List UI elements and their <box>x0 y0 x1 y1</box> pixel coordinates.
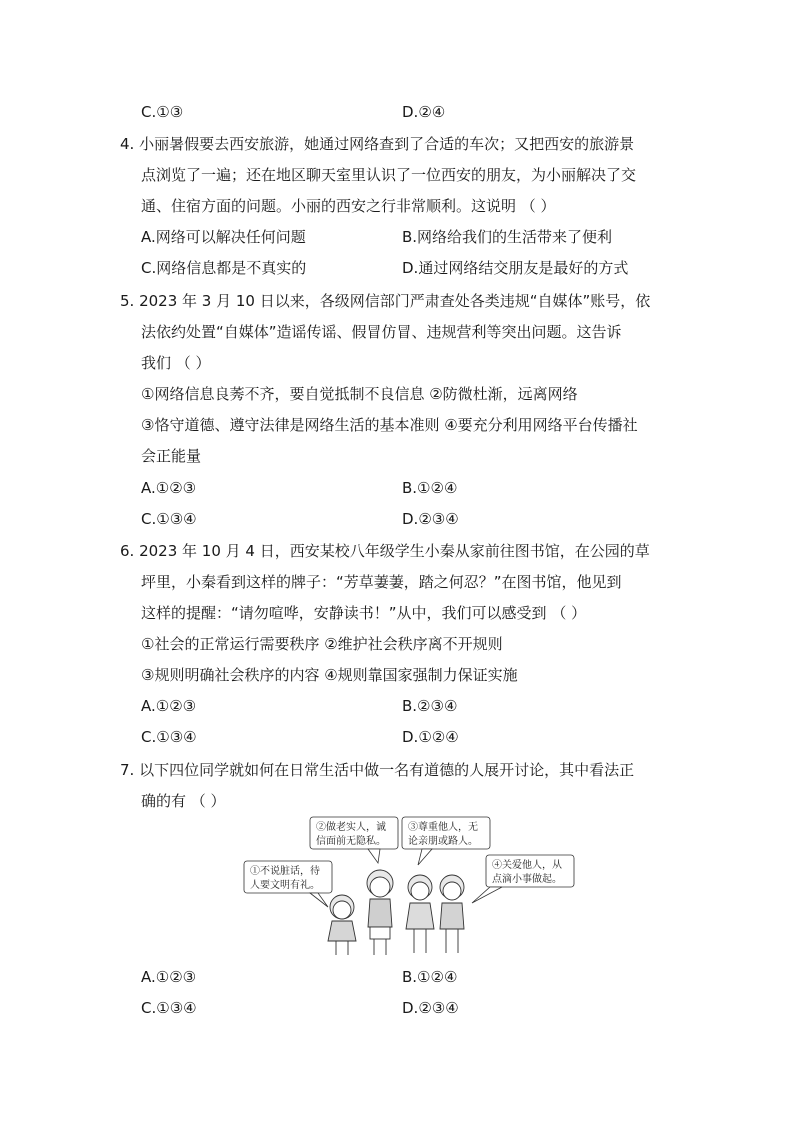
q6-statement-line-1: ①社会的正常运行需要秩序 ②维护社会秩序离不开规则 <box>141 635 503 653</box>
q5-statement-line-3: 会正能量 <box>141 447 202 465</box>
students-discussion-illustration <box>240 815 580 960</box>
q6-option-c: C.①③④ <box>141 728 197 746</box>
bubble-3-line-1: ③尊重他人，无 <box>408 822 478 833</box>
q4-stem-line-2: 点浏览了一遍；还在地区聊天室里认识了一位西安的朋友，为小丽解决了交 <box>141 166 637 184</box>
q5-option-b: B.①②④ <box>402 479 458 497</box>
q6-option-d: D.①②④ <box>402 728 459 746</box>
q5-option-a: A.①②③ <box>141 479 197 497</box>
q4-option-a: A.网络可以解决任何问题 <box>141 228 306 246</box>
student-4-figure <box>440 875 464 953</box>
q5-stem-line-1: 5. 2023 年 3 月 10 日以来，各级网信部门严肃查处各类违规“自媒体”账号，依 <box>120 292 651 310</box>
speech-bubble-3 <box>402 817 490 865</box>
q7-option-a: A.①②③ <box>141 968 197 986</box>
q4-stem-line-1: 4. 小丽暑假要去西安旅游，她通过网络查到了合适的车次；又把西安的旅游景 <box>120 135 635 153</box>
bubble-1-line-2: 人要文明有礼。 <box>250 880 320 891</box>
q4-stem-line-3: 通、住宿方面的问题。小丽的西安之行非常顺利。这说明 （ ） <box>141 197 556 215</box>
q6-stem-line-2: 坪里，小秦看到这样的牌子：“芳草萋萋，踏之何忍？”在图书馆，他见到 <box>141 573 622 591</box>
bubble-3-line-2: 论亲朋或路人。 <box>408 836 478 847</box>
student-1-figure <box>328 895 356 955</box>
bubble-4-line-1: ④关爱他人，从 <box>492 860 562 871</box>
q4-option-c: C.网络信息都是不真实的 <box>141 259 307 277</box>
q4-option-b: B.网络给我们的生活带来了便利 <box>402 228 613 246</box>
q5-option-c: C.①③④ <box>141 510 197 528</box>
q6-statement-line-2: ③规则明确社会秩序的内容 ④规则靠国家强制力保证实施 <box>141 666 518 684</box>
q7-option-b: B.①②④ <box>402 968 458 986</box>
q7-stem-line-2: 确的有 （ ） <box>141 792 226 810</box>
student-3-figure <box>406 875 434 953</box>
q6-option-b: B.②③④ <box>402 697 458 715</box>
q5-stem-line-3: 我们 （ ） <box>141 354 211 372</box>
student-2-figure <box>367 870 393 955</box>
q7-stem-line-1: 7. 以下四位同学就如何在日常生活中做一名有道德的人展开讨论，其中看法正 <box>120 761 635 779</box>
q7-option-d: D.②③④ <box>402 999 459 1017</box>
q5-option-d: D.②③④ <box>402 510 459 528</box>
q4-option-d: D.通过网络结交朋友是最好的方式 <box>402 259 629 277</box>
q5-statement-line-2: ③恪守道德、遵守法律是网络生活的基本准则 ④要充分利用网络平台传播社 <box>141 416 638 434</box>
q3-option-d: D.②④ <box>402 103 446 121</box>
q7-option-c: C.①③④ <box>141 999 197 1017</box>
q6-stem-line-3: 这样的提醒：“请勿喧哗，安静读书！”从中，我们可以感受到 （ ） <box>141 604 587 622</box>
speech-bubble-1 <box>244 861 332 907</box>
bubble-4-line-2: 点滴小事做起。 <box>492 874 562 885</box>
speech-bubble-2 <box>310 817 398 863</box>
speech-bubble-4 <box>472 855 574 903</box>
q6-option-a: A.①②③ <box>141 697 197 715</box>
q5-statement-line-1: ①网络信息良莠不齐，要自觉抵制不良信息 ②防微杜渐，远离网络 <box>141 385 578 403</box>
q6-stem-line-1: 6. 2023 年 10 月 4 日，西安某校八年级学生小秦从家前往图书馆，在公园的草 <box>120 542 650 560</box>
q5-stem-line-2: 法依约处置“自媒体”造谣传谣、假冒仿冒、违规营利等突出问题。这告诉 <box>141 323 622 341</box>
q3-option-c: C.①③ <box>141 103 184 121</box>
bubble-2-line-2: 信面前无隐私。 <box>316 836 386 847</box>
bubble-2-line-1: ②做老实人，诚 <box>316 822 386 833</box>
bubble-1-line-1: ①不说脏话，待 <box>250 866 320 877</box>
